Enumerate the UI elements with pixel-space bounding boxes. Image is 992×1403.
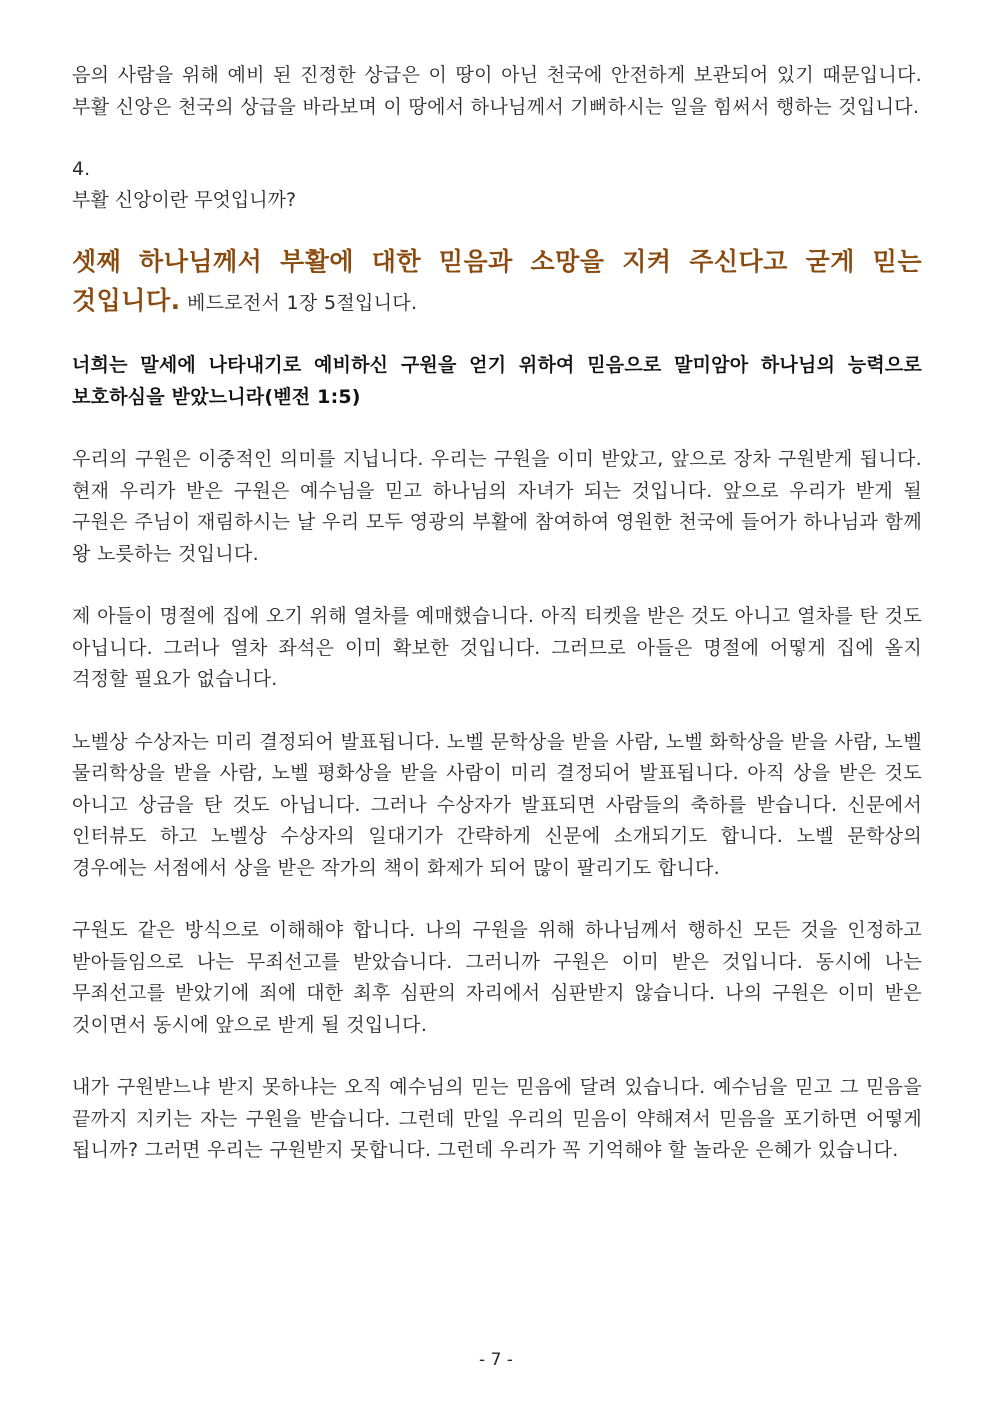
heading-text: 셋째 하나님께서 부활에 대한 믿음과 소망을 지켜 주신다고 굳게 믿는 것입니다. bbox=[72, 247, 922, 315]
section-number: 4. bbox=[72, 158, 91, 180]
paragraph-train-ticket: 제 아들이 명절에 집에 오기 위해 열차를 예매했습니다. 아직 티켓을 받은 것도 아니고 열차를 탄 것도 아닙니다. 그러나 열차 좌석은 이미 확보한 것입니다. 그러므로 아들은 명절에 어떻게 집에 올지 걱정할 필요가 없습니다. bbox=[72, 605, 922, 690]
paragraph-continued: 음의 사람을 위해 예비 된 진정한 상급은 이 땅이 아닌 천국에 안전하게 보관되어 있기 때문입니다. 부활 신앙은 천국의 상급을 바라보며 이 땅에서 하나님께서 기뻐하시는 일을 힘써서 행하는 것입니다. bbox=[72, 64, 922, 118]
paragraph-faith: 내가 구원받느냐 받지 못하냐는 오직 예수님의 믿는 믿음에 달려 있습니다. 예수님을 믿고 그 믿음을 끝까지 지키는 자는 구원을 받습니다. 그런데 만일 우리의 믿음이 약해져서 믿음을 포기하면 어떻게 됩니까? 그러면 우리는 구원받지 못합니다. 그런데 우리가 꼭 기억해야 할 놀라운 은혜가 있습니다. bbox=[72, 1076, 922, 1161]
section-question: 부활 신앙이란 무엇입니까? bbox=[72, 189, 297, 211]
heading-reference: 베드로전서 1장 5절입니다. bbox=[180, 292, 418, 314]
bible-verse: 너희는 말세에 나타내기로 예비하신 구원을 얻기 위하여 믿음으로 말미암아 하나님의 능력으로 보호하심을 받았느니라(벧전 1:5) bbox=[72, 354, 922, 408]
paragraph-nobel-prize: 노벨상 수상자는 미리 결정되어 발표됩니다. 노벨 문학상을 받을 사람, 노벨 화학상을 받을 사람, 노벨 물리학상을 받을 사람, 노벨 평화상을 받을 사람이 미리 결정되어 발표됩니다. 아직 상을 받은 것도 아니고 상금을 탄 것도 아닙니다. 그러나 수상자가 발표되면 사람들의 축하를 받습니다. 신문에서 인터뷰도 하고 노벨상 수상자의 일대기가 간략하게 신문에 소개되기도 합니다. 노벨 문학상의 경우에는 서점에서 상을 받은 작가의 책이 화제가 되어 많이 팔리기도 합니다. bbox=[72, 730, 922, 879]
section-heading bbox=[72, 242, 922, 323]
page-number: - 7 - bbox=[479, 1350, 513, 1370]
paragraph-salvation-understanding: 구원도 같은 방식으로 이해해야 합니다. 나의 구원을 위해 하나님께서 행하신 모든 것을 인정하고 받아들임으로 나는 무죄선고를 받았습니다. 그러니까 구원은 이미 받은 것입니다. 동시에 나는 무죄선고를 받았기에 죄에 대한 최후 심판의 자리에서 심판받지 않습니다. 나의 구원은 이미 받은 것이면서 동시에 앞으로 받게 될 것입니다. bbox=[72, 919, 922, 1036]
document-body bbox=[72, 60, 922, 1167]
paragraph-salvation-meaning: 우리의 구원은 이중적인 의미를 지닙니다. 우리는 구원을 이미 받았고, 앞으로 장차 구원받게 됩니다. 현재 우리가 받은 구원은 예수님을 믿고 하나님의 자녀가 되는 것입니다. 앞으로 우리가 받게 될 구원은 주님이 재림하시는 날 우리 모두 영광의 부활에 참여하여 영원한 천국에 들어가 하나님과 함께 왕 노릇하는 것입니다. bbox=[72, 448, 922, 565]
